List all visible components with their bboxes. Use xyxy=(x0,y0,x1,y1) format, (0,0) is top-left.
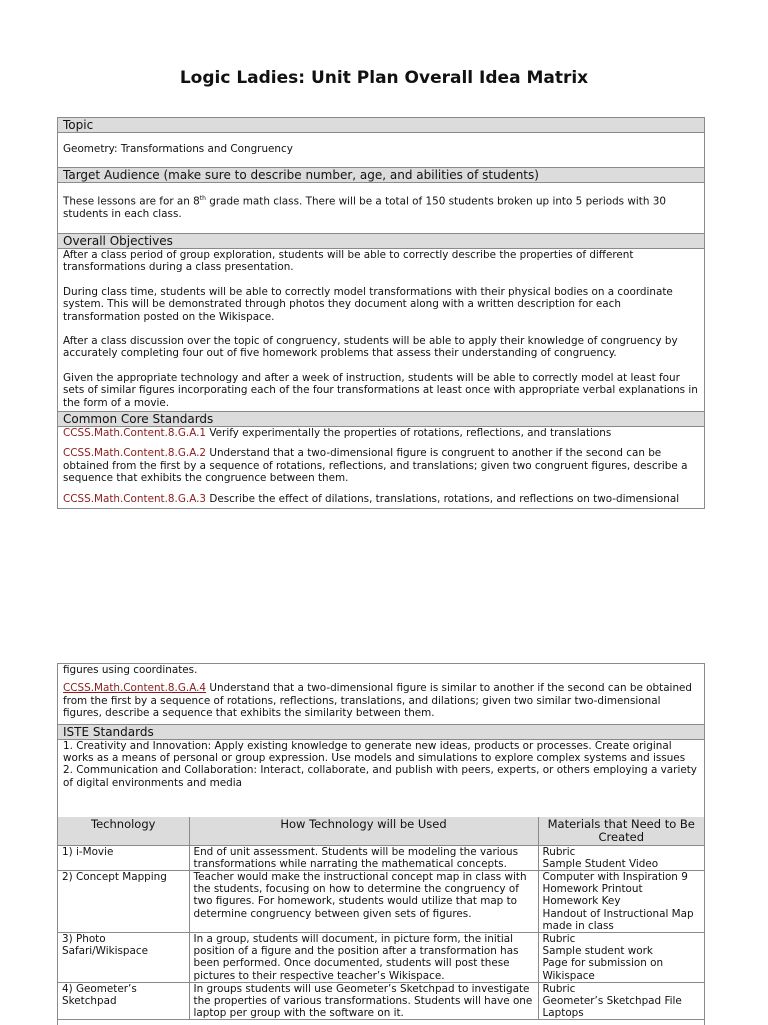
tech-cell: 3) Photo Safari/Wikispace xyxy=(58,933,189,983)
col-usage: How Technology will be Used xyxy=(189,817,538,846)
objectives-list xyxy=(58,249,704,411)
use-cell: In a group, students will document, in picture form, the initial position of a figure and the position after a transformation has been performed. Once documented, students will post these pictures to their respective teacher’s Wikispace. xyxy=(189,933,538,983)
table-header-row xyxy=(58,817,704,846)
technology-table xyxy=(58,817,704,1021)
objective-item: After a class period of group exploration, students will be able to correctly describe the properties of different transformations during a class presentation. xyxy=(63,249,634,274)
matrix-page-1 xyxy=(57,117,705,509)
use-cell: End of unit assessment. Students will be modeling the various transformations while narrating the mathematical concepts. xyxy=(189,845,538,870)
materials-cell: Rubric Sample Student Video xyxy=(538,845,704,870)
standards-continued: figures using coordinates. CCSS.Math.Content.8.G.A.4 Understand that a two-dimensional figure is similar to another if the second can be obtained from the first by a sequence of rotations, reflections, translations, and dilations; given two similar two-dimensional figures, describe a sequence that exhibits the similarity between them. xyxy=(58,664,704,724)
materials-cell: Rubric Geometer’s Sketchpad File Laptops xyxy=(538,982,704,1020)
objective-item: Given the appropriate technology and after a week of instruction, students will be able to correctly model at least four sets of similar figures incorporating each of the four transformations at least once with appropriate verbal explanations in the form of a movie. xyxy=(63,371,698,409)
tech-cell: 4) Geometer’s Sketchpad xyxy=(58,982,189,1020)
standard-item: CCSS.Math.Content.8.G.A.4 Understand that a two-dimensional figure is similar to another if the second can be obtained from the first by a sequence of rotations, reflections, translations, and dilations; given two similar two-dimensional figures, describe a sequence that exhibits the similarity between them. xyxy=(63,682,693,720)
standards-list xyxy=(58,427,704,507)
use-cell: In groups students will use Geometer’s Sketchpad to investigate the properties of various transformations. Students will have one laptop per group with the software on it. xyxy=(189,982,538,1020)
standard-code-link[interactable]: CCSS.Math.Content.8.G.A.2 xyxy=(63,447,207,460)
table-row xyxy=(58,845,704,870)
objective-item: During class time, students will be able to correctly model transformations with their physical bodies on a coordinate system. This will be demonstrated through photos they document along with a written description for each transformation posted on the Wikispace. xyxy=(63,285,673,323)
iste-header: ISTE Standards xyxy=(58,724,704,740)
table-row xyxy=(58,982,704,1020)
materials-cell: Computer with Inspiration 9 Homework Printout Homework Key Handout of Instructional Map made in class xyxy=(538,871,704,933)
standards-header: Common Core Standards xyxy=(58,411,704,427)
materials-cell: Rubric Sample student work Page for submission on Wikispace xyxy=(538,933,704,983)
audience-header: Target Audience (make sure to describe number, age, and abilities of students) xyxy=(58,167,704,183)
audience-text: These lessons are for an 8th grade math class. There will be a total of 150 students broken up into 5 periods with 30 students in each class. xyxy=(63,195,666,220)
standard-code-link[interactable]: CCSS.Math.Content.8.G.A.4 xyxy=(63,682,207,695)
tech-cell: 2) Concept Mapping xyxy=(58,871,189,933)
standard-item: CCSS.Math.Content.8.G.A.1 Verify experimentally the properties of rotations, reflections, and translations xyxy=(63,427,612,439)
col-technology: Technology xyxy=(58,817,189,846)
matrix-page-2 xyxy=(57,663,705,1025)
objectives-header: Overall Objectives xyxy=(58,233,704,249)
iste-item: 2. Communication and Collaboration: Interact, collaborate, and publish with peers, experts, or others employing a variety of digital environments and media xyxy=(63,764,697,789)
objective-item: After a class discussion over the topic of congruency, students will be able to apply their knowledge of congruency by accurately completing four out of five homework problems that assess their understanding of congruency. xyxy=(63,335,678,360)
standard-item: CCSS.Math.Content.8.G.A.3 Describe the effect of dilations, translations, rotations, and reflections on two-dimensional xyxy=(63,492,680,505)
table-row xyxy=(58,933,704,983)
standard-code-link[interactable]: CCSS.Math.Content.8.G.A.3 xyxy=(63,492,207,505)
iste-list xyxy=(58,740,704,817)
standard-code-link[interactable]: CCSS.Math.Content.8.G.A.1 xyxy=(63,427,207,439)
table-row xyxy=(58,871,704,933)
topic-text: Geometry: Transformations and Congruency xyxy=(63,143,293,155)
col-materials: Materials that Need to Be Created xyxy=(538,817,704,846)
topic-header: Topic xyxy=(58,118,704,133)
use-cell: Teacher would make the instructional concept map in class with the students, focusing on how to determine the congruency of two figures. For homework, students would utilize that map to determine congruency between given sets of figures. xyxy=(189,871,538,933)
document-title: Logic Ladies: Unit Plan Overall Idea Matrix xyxy=(179,68,589,88)
tech-cell: 1) i-Movie xyxy=(58,845,189,870)
iste-item: 1. Creativity and Innovation: Apply existing knowledge to generate new ideas, products or processes. Create original works as a means of personal or group expression. Use models and simulations to explore complex systems and issues xyxy=(63,739,686,765)
standard-item: CCSS.Math.Content.8.G.A.2 Understand that a two-dimensional figure is congruent to another if the second can be obtained from the first by a sequence of rotations, reflections, and translations; given two congruent figures, describe a sequence that exhibits the congruence between them. xyxy=(63,447,688,485)
